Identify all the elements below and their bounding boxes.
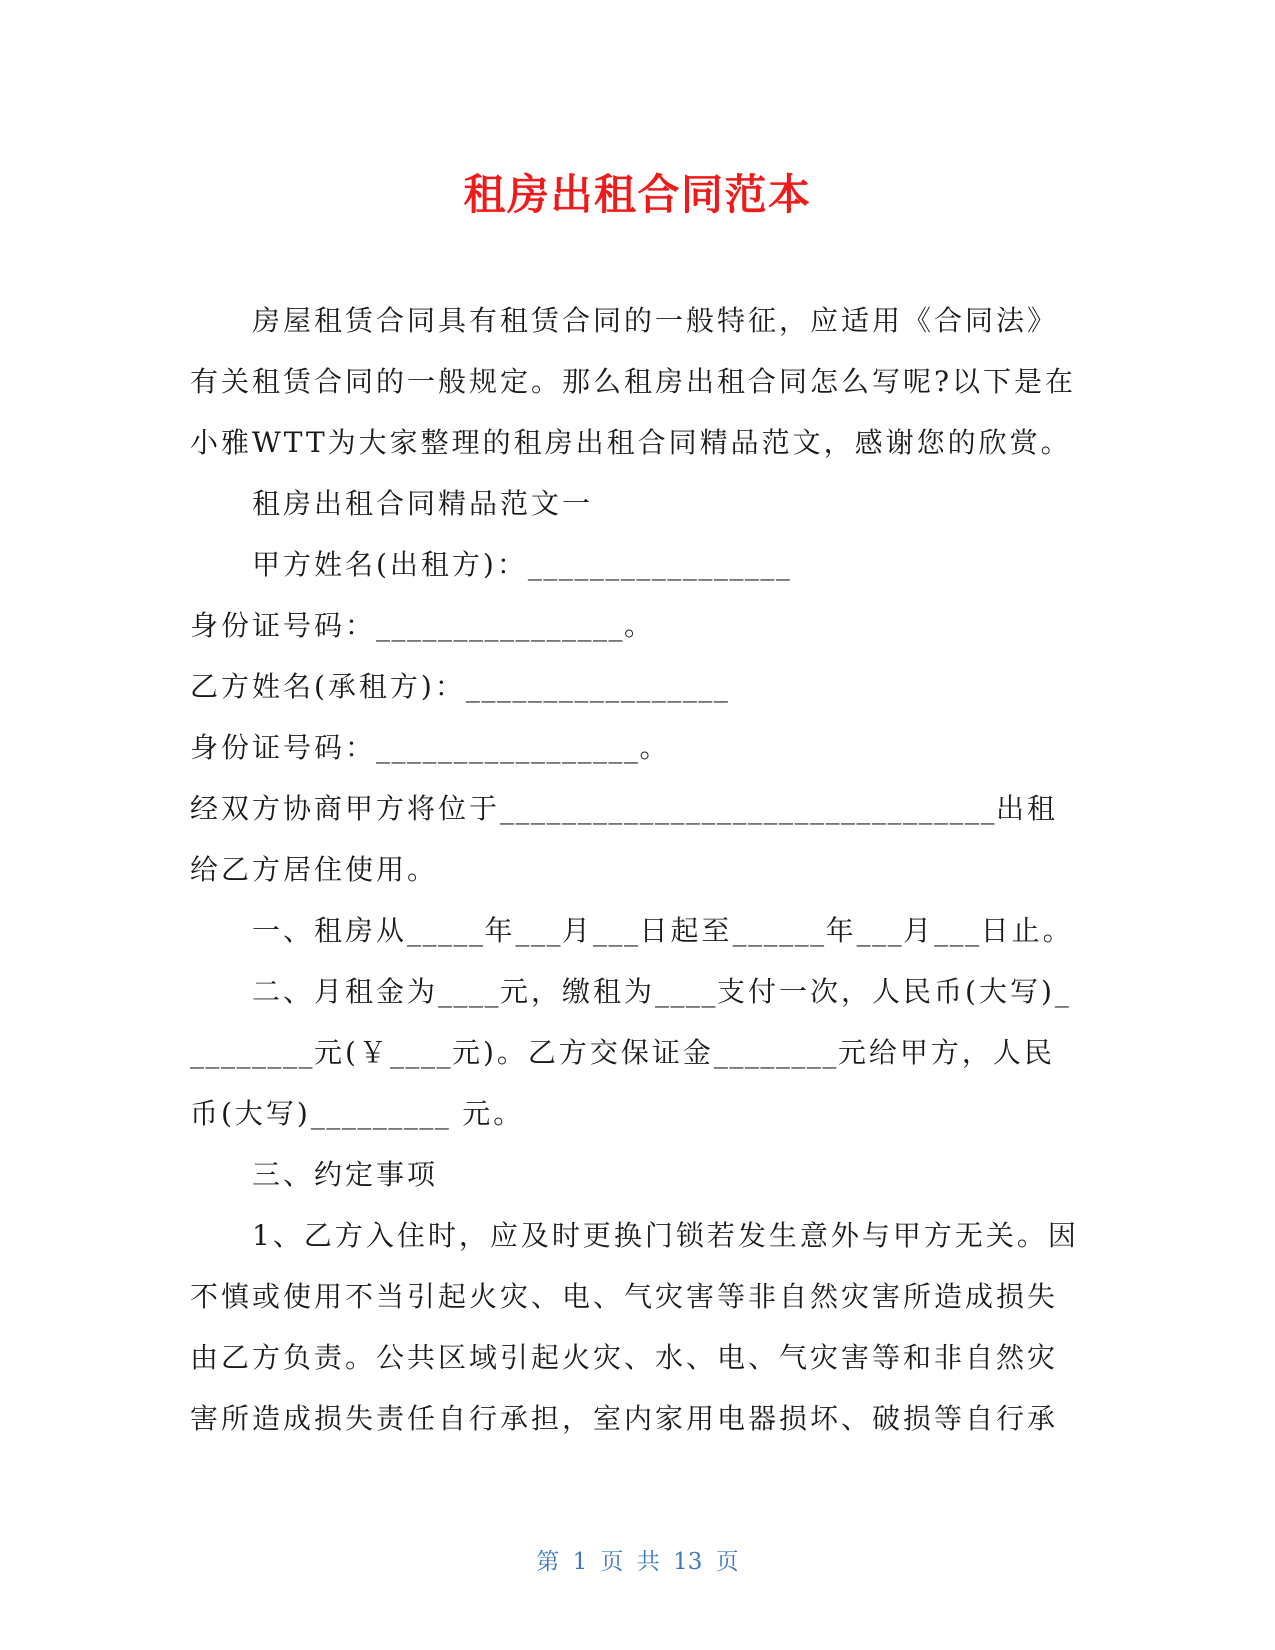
lessor-id-line: 身份证号码：________________。 [190,609,656,642]
property-location-paragraph [190,778,1090,900]
rent-clause-line: ________元(￥____元)。乙方交保证金________元给甲方，人民 [190,1036,1055,1069]
parties-section [190,534,1090,778]
page-indicator: 第 1 页 共 13 页 [536,1549,739,1575]
rent-clause [190,961,1090,1144]
clause-1-paragraph [190,1205,1090,1449]
clause-1-line: 不慎或使用不当引起火灾、电、气灾害等非自然灾害所造成损失 [190,1280,1059,1313]
fill-in-blank: _________________ [527,548,792,581]
fill-in-blank: ____ [389,1036,452,1069]
rent-clause-line: 币(大写)_________ 元。 [190,1097,525,1130]
fill-in-blank: ___ [934,914,981,947]
agreed-matters-heading: 三、约定事项 [252,1158,439,1191]
page-footer [0,1547,1275,1577]
fill-in-blank: _________________ [376,731,640,764]
rent-clause-line: 二、月租金为____元，缴租为____支付一次，人民币(大写)_ [252,975,1071,1008]
fill-in-blank: ___ [515,914,563,947]
fill-in-blank: ____ [655,975,718,1008]
fill-in-blank: _ [1054,975,1071,1008]
intro-line: 有关租赁合同的一般规定。那么租房出租合同怎么写呢?以下是在 [190,365,1077,398]
fill-in-blank: ____ [438,975,501,1008]
clause-1-line: 1、乙方入住时，应及时更换门锁若发生意外与甲方无关。因 [252,1219,1079,1252]
fill-in-blank: ________ [713,1036,838,1069]
lessee-name-line: 乙方姓名(承租方)：_________________ [190,670,730,703]
fill-in-blank: ________ [190,1036,314,1069]
lessee-id-line: 身份证号码：_________________。 [190,731,671,764]
intro-line: 小雅WTT为大家整理的租房出租合同精品范文，感谢您的欣赏。 [190,426,1072,459]
fill-in-blank: ___ [856,914,904,947]
document-title: 租房出租合同范本 [463,170,812,219]
property-location-line: 给乙方居住使用。 [190,853,439,886]
property-location-line: 经双方协商甲方将位于________________________________出租 [190,792,1059,825]
fill-in-blank: ________________ [376,609,625,642]
clause-1-line: 由乙方负责。公共区域引起火灾、水、电、气灾害等和非自然灾 [190,1341,1059,1374]
fill-in-blank: _____ [407,914,485,947]
sample-heading: 租房出租合同精品范文一 [252,487,594,520]
fill-in-blank: ________________________________ [500,792,997,825]
lease-term-clause: 一、租房从_____年___月___日起至______年___月___日止。 [252,914,1074,947]
fill-in-blank: _________________ [465,670,730,703]
lessor-name-line: 甲方姓名(出租方)：_________________ [252,548,792,581]
intro-paragraph [190,290,1090,473]
clause-1-line: 害所造成损失责任自行承担，室内家用电器损坏、破损等自行承 [190,1402,1059,1435]
fill-in-blank: ___ [593,914,640,947]
fill-in-blank: ______ [732,914,826,947]
document-body [190,290,1090,1449]
fill-in-blank: _________ [310,1097,451,1130]
intro-line: 房屋租赁合同具有租赁合同的一般特征，应适用《合同法》 [252,304,1059,337]
